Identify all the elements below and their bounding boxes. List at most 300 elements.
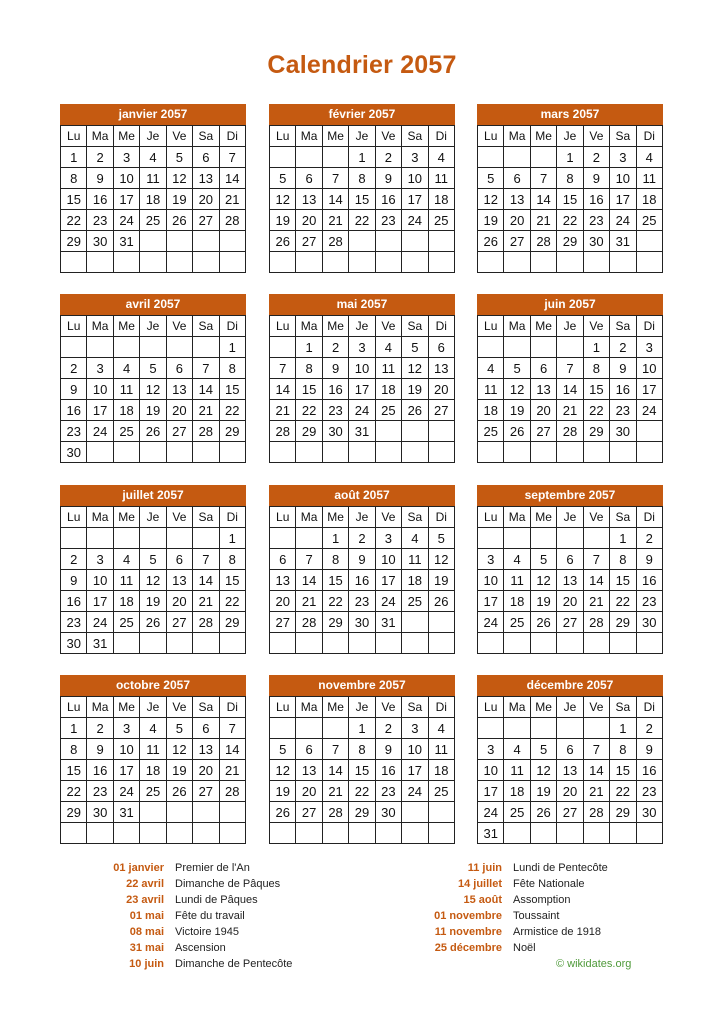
weekday-label: Lu [61,507,87,528]
week-row [61,823,246,844]
day-cell: 6 [557,739,583,760]
day-cell: 18 [636,189,662,210]
day-cell: 20 [166,400,192,421]
day-cell: 17 [375,570,401,591]
day-cell: 6 [166,358,192,379]
weekday-label: Di [219,697,245,718]
day-cell: 26 [166,781,192,802]
day-cell [166,823,192,844]
day-cell: 2 [610,337,636,358]
week-row [270,379,455,400]
week-row [270,400,455,421]
day-cell: 14 [322,760,348,781]
day-cell [349,252,375,273]
weekday-label: Di [219,316,245,337]
weekday-header-row [270,126,455,147]
weekday-label: Di [636,507,662,528]
week-row [270,802,455,823]
day-cell [113,337,139,358]
weekday-label: Me [322,697,348,718]
day-cell: 22 [61,781,87,802]
day-cell: 5 [504,358,530,379]
week-row [478,802,663,823]
day-cell: 8 [610,739,636,760]
day-cell [113,442,139,463]
day-cell: 28 [219,210,245,231]
weekday-header-row [478,507,663,528]
day-cell [349,231,375,252]
day-cell: 18 [140,189,166,210]
holiday-name: Toussaint [513,910,560,922]
day-cell [166,528,192,549]
day-cell [219,252,245,273]
weekday-label: Sa [193,507,219,528]
day-cell: 1 [61,718,87,739]
weekday-header-row [478,316,663,337]
weekday-label: Ma [296,507,322,528]
day-cell: 30 [583,231,609,252]
weekday-header-row [61,316,246,337]
month-header: décembre 2057 [477,675,663,696]
week-row [61,739,246,760]
day-cell: 21 [322,210,348,231]
weekday-label: Sa [610,507,636,528]
day-cell [530,147,556,168]
day-cell [428,802,454,823]
day-cell: 23 [87,781,113,802]
day-cell: 2 [636,528,662,549]
day-cell: 13 [193,739,219,760]
day-cell [322,252,348,273]
week-row [478,231,663,252]
day-cell: 16 [636,760,662,781]
holiday-date: 11 juin [467,862,502,874]
month-header: octobre 2057 [60,675,246,696]
day-cell: 4 [113,358,139,379]
day-cell [530,442,556,463]
day-cell [504,633,530,654]
weekday-label: Ve [583,507,609,528]
day-cell [610,823,636,844]
day-cell: 2 [87,718,113,739]
day-cell: 24 [478,802,504,823]
month-header: mai 2057 [269,294,455,315]
day-cell: 15 [219,570,245,591]
weekday-label: Sa [610,697,636,718]
day-cell: 26 [530,612,556,633]
day-cell: 22 [349,781,375,802]
day-cell [583,442,609,463]
day-cell: 6 [166,549,192,570]
day-cell: 21 [193,591,219,612]
weekday-label: Ve [375,316,401,337]
day-cell [87,823,113,844]
day-cell: 15 [557,189,583,210]
weekday-label: Ve [166,126,192,147]
day-cell [140,633,166,654]
day-cell: 16 [375,189,401,210]
weekday-label: Lu [61,697,87,718]
day-cell: 25 [113,421,139,442]
day-cell [478,442,504,463]
week-row [61,802,246,823]
holiday-row [398,892,608,908]
day-cell: 2 [583,147,609,168]
day-cell: 30 [349,612,375,633]
day-cell: 29 [219,421,245,442]
day-cell: 27 [296,231,322,252]
day-cell: 31 [478,823,504,844]
day-cell: 23 [349,591,375,612]
day-cell [504,823,530,844]
day-cell: 25 [402,591,428,612]
day-cell: 20 [296,210,322,231]
month-header: juin 2057 [477,294,663,315]
day-cell: 14 [583,570,609,591]
day-cell: 14 [530,189,556,210]
holiday-name: Dimanche de Pentecôte [175,958,293,970]
day-cell [504,147,530,168]
day-cell: 16 [87,760,113,781]
day-cell: 3 [402,147,428,168]
day-cell: 15 [219,379,245,400]
day-cell: 16 [636,570,662,591]
day-cell: 1 [219,337,245,358]
day-cell: 27 [504,231,530,252]
weekday-label: Me [530,126,556,147]
day-cell: 23 [636,591,662,612]
day-cell [402,633,428,654]
holiday-date: 01 janvier [113,862,164,874]
day-cell [166,633,192,654]
week-row [478,168,663,189]
week-row [270,189,455,210]
weekday-label: Lu [61,316,87,337]
day-cell: 15 [349,760,375,781]
day-cell: 9 [87,739,113,760]
day-cell: 4 [504,549,530,570]
day-cell: 22 [296,400,322,421]
day-cell: 29 [61,231,87,252]
day-cell [428,421,454,442]
weekday-label: Di [428,507,454,528]
day-cell: 20 [557,591,583,612]
day-cell [193,442,219,463]
day-cell: 14 [219,168,245,189]
week-row [270,358,455,379]
week-row [478,739,663,760]
week-row [270,252,455,273]
day-cell [504,718,530,739]
day-cell: 19 [478,210,504,231]
day-cell: 2 [322,337,348,358]
week-row [61,358,246,379]
day-cell: 12 [270,189,296,210]
weekday-label: Sa [610,316,636,337]
day-cell: 11 [140,168,166,189]
day-cell: 30 [375,802,401,823]
day-cell: 21 [322,781,348,802]
weekday-label: Je [349,316,375,337]
week-row [61,337,246,358]
day-cell [636,442,662,463]
day-cell: 22 [219,591,245,612]
day-cell: 25 [478,421,504,442]
day-cell: 27 [557,612,583,633]
day-cell: 3 [87,549,113,570]
day-cell: 4 [402,528,428,549]
day-cell: 8 [583,358,609,379]
day-cell: 11 [113,379,139,400]
holiday-date: 14 juillet [457,878,502,890]
week-row [270,549,455,570]
day-cell: 29 [610,802,636,823]
day-cell: 6 [296,168,322,189]
day-cell: 19 [140,591,166,612]
weekday-label: Lu [478,316,504,337]
day-cell: 7 [193,549,219,570]
month-calendar [269,294,455,463]
week-row [478,252,663,273]
day-cell: 4 [636,147,662,168]
weekday-label: Me [113,126,139,147]
day-cell: 10 [478,760,504,781]
weekday-label: Lu [270,507,296,528]
day-cell: 9 [61,379,87,400]
day-cell: 7 [219,147,245,168]
day-cell [193,231,219,252]
day-cell: 5 [530,739,556,760]
day-cell: 21 [583,781,609,802]
holiday-row [398,940,608,956]
day-cell: 7 [530,168,556,189]
day-cell [375,421,401,442]
day-cell: 3 [478,549,504,570]
week-row [61,168,246,189]
weekday-label: Di [636,316,662,337]
day-cell [140,252,166,273]
month-header: août 2057 [269,485,455,506]
day-cell: 10 [87,570,113,591]
day-cell [583,252,609,273]
week-row [478,549,663,570]
weekday-label: Je [140,507,166,528]
day-cell: 24 [636,400,662,421]
day-cell: 4 [504,739,530,760]
day-cell [140,823,166,844]
day-cell [270,823,296,844]
day-cell: 3 [375,528,401,549]
week-row [270,633,455,654]
week-row [478,633,663,654]
day-cell: 19 [140,400,166,421]
day-cell [296,442,322,463]
day-cell: 5 [166,718,192,739]
day-cell: 29 [296,421,322,442]
day-cell: 9 [349,549,375,570]
day-cell [402,231,428,252]
holiday-row [60,876,292,892]
weekday-label: Lu [270,697,296,718]
day-cell: 5 [270,168,296,189]
page-title: Calendrier 2057 [267,51,457,79]
day-cell [140,442,166,463]
day-cell: 27 [270,612,296,633]
day-cell [402,612,428,633]
day-cell: 9 [87,168,113,189]
day-cell: 25 [504,802,530,823]
day-cell: 24 [349,400,375,421]
month-calendar [477,294,663,463]
weekday-label: Ma [504,507,530,528]
day-cell: 21 [557,400,583,421]
day-cell [219,633,245,654]
day-cell [636,231,662,252]
day-cell: 14 [296,570,322,591]
day-cell [166,802,192,823]
day-cell: 18 [375,379,401,400]
day-cell: 26 [504,421,530,442]
day-cell: 24 [113,210,139,231]
week-row [270,760,455,781]
day-cell: 25 [428,210,454,231]
weekday-label: Je [140,126,166,147]
day-cell [87,252,113,273]
day-cell [296,633,322,654]
month-calendar [60,294,246,463]
day-cell [402,802,428,823]
holiday-row [60,924,292,940]
holiday-row [60,940,292,956]
day-cell [583,718,609,739]
day-cell: 13 [296,760,322,781]
weekday-label: Ma [87,316,113,337]
day-cell: 20 [166,591,192,612]
day-cell: 4 [375,337,401,358]
week-row [270,168,455,189]
month-calendar [477,485,663,654]
weekday-label: Je [140,697,166,718]
weekday-label: Sa [193,316,219,337]
day-cell: 16 [87,189,113,210]
weekday-label: Lu [478,126,504,147]
day-cell: 8 [219,549,245,570]
day-cell: 26 [478,231,504,252]
day-cell: 30 [87,231,113,252]
day-cell: 14 [583,760,609,781]
day-cell: 13 [557,760,583,781]
day-cell [140,231,166,252]
weekday-label: Di [428,126,454,147]
day-cell: 17 [113,189,139,210]
day-cell: 19 [428,570,454,591]
day-cell: 12 [166,739,192,760]
week-row [61,147,246,168]
weekday-label: Ve [583,697,609,718]
day-cell [270,528,296,549]
day-cell: 24 [87,612,113,633]
weekday-label: Lu [61,126,87,147]
day-cell: 18 [504,781,530,802]
day-cell: 7 [557,358,583,379]
day-cell: 20 [193,760,219,781]
day-cell: 8 [349,168,375,189]
week-row [270,528,455,549]
day-cell [193,633,219,654]
day-cell: 5 [140,549,166,570]
day-cell: 10 [113,168,139,189]
day-cell: 17 [87,591,113,612]
day-cell: 9 [375,739,401,760]
day-cell [113,823,139,844]
day-cell: 6 [530,358,556,379]
day-cell: 5 [402,337,428,358]
day-cell: 7 [296,549,322,570]
day-cell [478,147,504,168]
weekday-label: Di [428,316,454,337]
week-row [478,337,663,358]
weekday-label: Je [349,126,375,147]
day-cell: 9 [61,570,87,591]
day-cell: 19 [530,781,556,802]
day-cell [478,718,504,739]
week-row [61,781,246,802]
weekday-label: Sa [193,126,219,147]
day-cell: 4 [478,358,504,379]
holiday-row [60,956,292,972]
day-cell: 13 [296,189,322,210]
day-cell [402,252,428,273]
day-cell: 11 [478,379,504,400]
day-cell: 19 [270,210,296,231]
week-row [61,612,246,633]
day-cell [530,337,556,358]
week-row [61,633,246,654]
day-cell: 26 [270,231,296,252]
weekday-label: Ve [375,126,401,147]
day-cell [270,147,296,168]
holiday-date: 10 juin [129,958,164,970]
week-row [61,252,246,273]
month-header: janvier 2057 [60,104,246,125]
weekday-label: Me [322,507,348,528]
month-header: février 2057 [269,104,455,125]
month-header: novembre 2057 [269,675,455,696]
day-cell: 7 [193,358,219,379]
day-cell [166,231,192,252]
holiday-row [60,860,292,876]
day-cell [270,633,296,654]
day-cell: 25 [140,210,166,231]
day-cell: 13 [270,570,296,591]
day-cell: 5 [270,739,296,760]
day-cell: 13 [530,379,556,400]
day-cell [557,633,583,654]
day-cell: 27 [530,421,556,442]
day-cell: 9 [583,168,609,189]
holiday-row [398,924,608,940]
day-cell: 24 [402,781,428,802]
day-cell [478,528,504,549]
day-cell: 8 [322,549,348,570]
weekday-label: Ma [87,697,113,718]
day-cell: 7 [322,168,348,189]
day-cell [478,337,504,358]
week-row [478,379,663,400]
day-cell [219,802,245,823]
day-cell [166,252,192,273]
day-cell: 20 [557,781,583,802]
